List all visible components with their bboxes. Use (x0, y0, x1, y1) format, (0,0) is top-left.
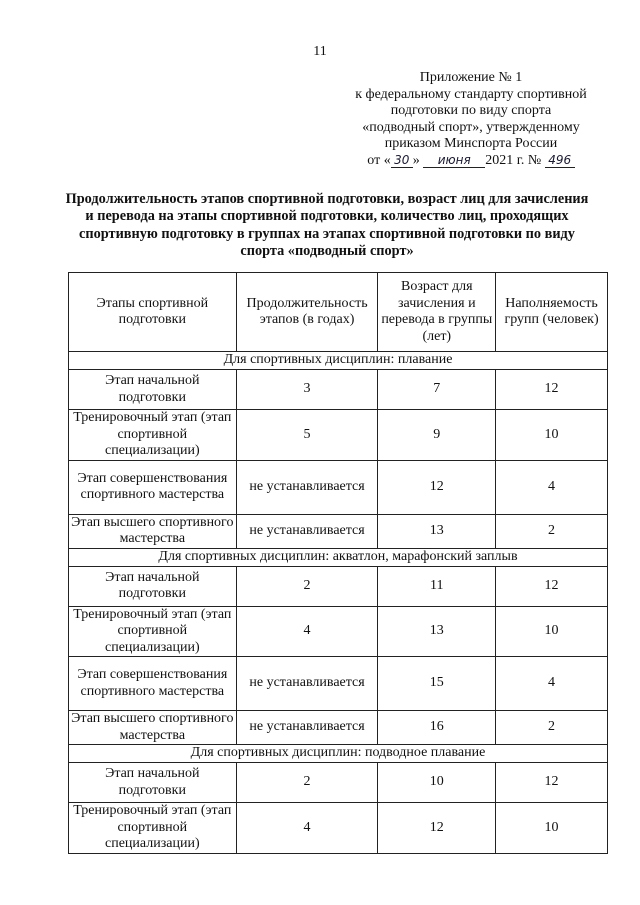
section-row (69, 745, 608, 763)
age-cell: 15 (378, 657, 496, 711)
duration-cell: 2 (236, 763, 378, 803)
table-row (69, 566, 608, 606)
age-cell: 11 (378, 566, 496, 606)
header-stages: Этапы спортивной подготовки (69, 273, 237, 352)
table-row (69, 514, 608, 548)
section-heading: Для спортивных дисциплин: плавание (69, 352, 608, 370)
stage-name-cell: Тренировочный этап (этап спортивной специализации) (69, 606, 237, 657)
date-day-handwritten: 30 (391, 153, 413, 168)
header-group-size: Наполняемость групп (человек) (496, 273, 608, 352)
section-heading: Для спортивных дисциплин: акватлон, марафонский заплыв (69, 548, 608, 566)
stages-table (68, 272, 608, 854)
table-row (69, 370, 608, 410)
group-size-cell: 10 (496, 803, 608, 854)
document-title: Продолжительность этапов спортивной подготовки, возраст лиц для зачисления и перевода на этапы спортивной подготовки, количество лиц, проходящих спортивную подготовку в группах на этапах спортивной подготовки по виду спорта «подводный спорт» (65, 191, 589, 260)
date-month-handwritten: июня (423, 153, 485, 168)
age-cell: 16 (378, 711, 496, 745)
appendix-line: «подводный спорт», утвержденному (362, 119, 580, 135)
age-cell: 9 (378, 410, 496, 461)
table-row (69, 606, 608, 657)
stage-name-cell: Этап совершенствования спортивного мастерства (69, 657, 237, 711)
stage-name-cell: Этап высшего спортивного мастерства (69, 514, 237, 548)
duration-cell: 5 (236, 410, 378, 461)
date-sep: » (412, 152, 420, 168)
group-size-cell: 4 (496, 460, 608, 514)
group-size-cell: 10 (496, 410, 608, 461)
appendix-date-line (330, 153, 612, 170)
duration-cell: не устанавливается (236, 514, 378, 548)
appendix-header (330, 70, 612, 170)
table-row (69, 460, 608, 514)
stage-name-cell: Этап начальной подготовки (69, 566, 237, 606)
group-size-cell: 2 (496, 514, 608, 548)
stage-name-cell: Тренировочный этап (этап спортивной специализации) (69, 803, 237, 854)
table-row (69, 657, 608, 711)
age-cell: 13 (378, 514, 496, 548)
stage-name-cell: Этап совершенствования спортивного мастерства (69, 460, 237, 514)
date-prefix: от « (367, 152, 391, 168)
group-size-cell: 10 (496, 606, 608, 657)
age-cell: 7 (378, 370, 496, 410)
appendix-title: Приложение № 1 (419, 70, 523, 85)
duration-cell: не устанавливается (236, 711, 378, 745)
group-size-cell: 2 (496, 711, 608, 745)
appendix-line: к федеральному стандарту спортивной (355, 86, 587, 102)
table-header-row (69, 273, 608, 352)
group-size-cell: 12 (496, 566, 608, 606)
section-row (69, 548, 608, 566)
age-cell: 12 (378, 803, 496, 854)
stage-name-cell: Тренировочный этап (этап спортивной специализации) (69, 410, 237, 461)
page-number: 11 (313, 44, 327, 59)
table-body (69, 352, 608, 854)
duration-cell: 2 (236, 566, 378, 606)
duration-cell: 4 (236, 803, 378, 854)
section-heading: Для спортивных дисциплин: подводное плавание (69, 745, 608, 763)
group-size-cell: 12 (496, 763, 608, 803)
table-row (69, 763, 608, 803)
table-row (69, 711, 608, 745)
age-cell: 10 (378, 763, 496, 803)
group-size-cell: 4 (496, 657, 608, 711)
section-row (69, 352, 608, 370)
order-number-handwritten: 496 (545, 153, 575, 168)
group-size-cell: 12 (496, 370, 608, 410)
duration-cell: 3 (236, 370, 378, 410)
duration-cell: не устанавливается (236, 657, 378, 711)
appendix-line: приказом Минспорта России (384, 136, 558, 152)
appendix-line: подготовки по виду спорта (390, 103, 552, 119)
stage-name-cell: Этап высшего спортивного мастерства (69, 711, 237, 745)
duration-cell: 4 (236, 606, 378, 657)
stage-name-cell: Этап начальной подготовки (69, 370, 237, 410)
stage-name-cell: Этап начальной подготовки (69, 763, 237, 803)
duration-cell: не устанавливается (236, 460, 378, 514)
header-duration: Продолжительность этапов (в годах) (236, 273, 378, 352)
age-cell: 12 (378, 460, 496, 514)
date-year: 2021 г. № (485, 152, 542, 168)
table-row (69, 410, 608, 461)
header-age: Возраст для зачисления и перевода в группы (лет) (378, 273, 496, 352)
age-cell: 13 (378, 606, 496, 657)
table-row (69, 803, 608, 854)
